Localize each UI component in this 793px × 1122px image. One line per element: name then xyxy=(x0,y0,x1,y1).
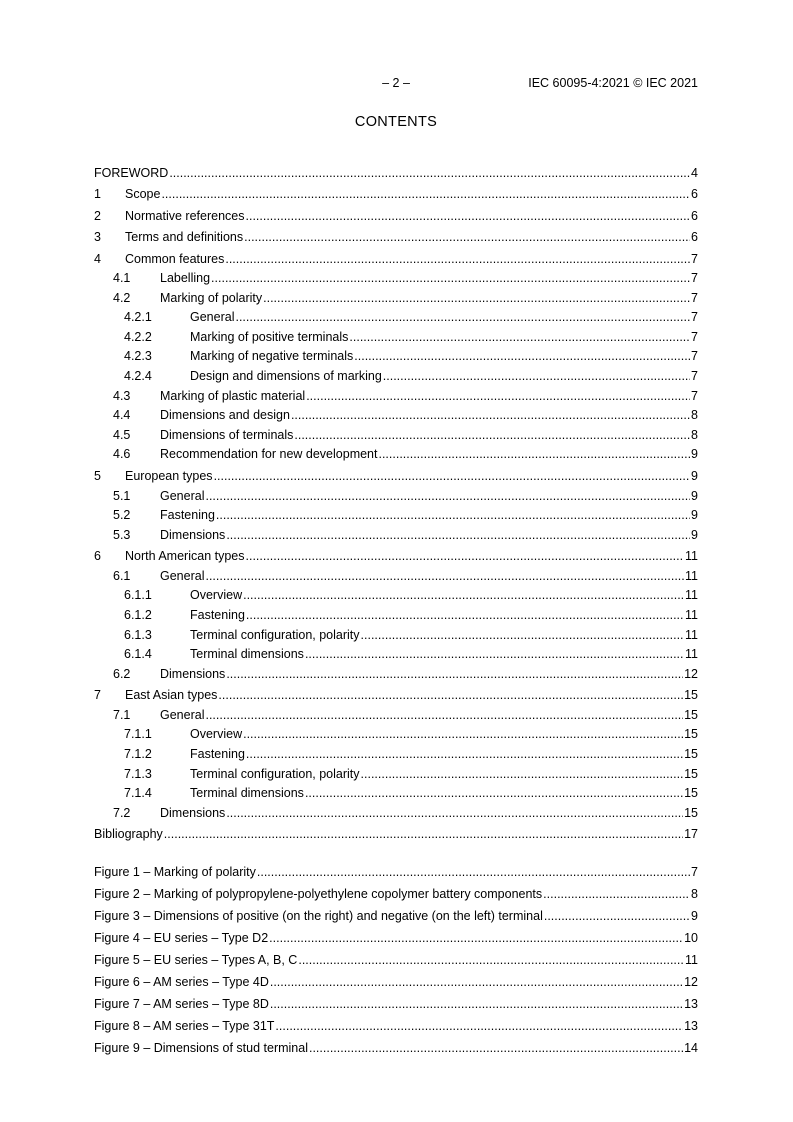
toc-entry-title: General xyxy=(160,707,205,722)
toc-entry-leader xyxy=(246,209,691,223)
toc-entry-page: 8 xyxy=(691,427,698,442)
figure-entry-leader xyxy=(544,909,690,923)
toc-entry[interactable] xyxy=(94,583,698,603)
toc-entry-leader xyxy=(246,549,685,563)
toc-entry[interactable] xyxy=(94,563,698,583)
toc-entry-leader xyxy=(226,806,683,820)
toc-entry-number: 3 xyxy=(94,230,101,244)
toc-entry-number: 7 xyxy=(94,688,101,703)
toc-entry-number: 7.1.2 xyxy=(124,747,152,762)
figure-entry-leader xyxy=(269,931,683,945)
toc-entry-number: 4.3 xyxy=(113,388,131,403)
toc-entry[interactable] xyxy=(94,741,698,761)
toc-entry[interactable] xyxy=(94,305,698,325)
toc-entry-number: 5.3 xyxy=(113,527,131,542)
toc-entry-leader xyxy=(305,786,683,800)
toc-entry-leader xyxy=(216,508,690,522)
toc-entry-leader xyxy=(305,647,684,661)
toc-entry-page: 15 xyxy=(684,786,698,801)
toc-entry-leader xyxy=(235,310,690,324)
figure-entry-title: Figure 3 – Dimensions of positive (on the right) and negative (on the left) terminal xyxy=(94,909,543,923)
toc-entry-leader xyxy=(169,166,690,180)
toc-entry-number: 4.2.3 xyxy=(124,349,152,364)
toc-entry-title: Scope xyxy=(125,187,161,201)
toc-entry-leader xyxy=(378,447,690,461)
toc-entry-page: 12 xyxy=(684,666,698,681)
toc-entry-title: Marking of polarity xyxy=(160,290,263,305)
toc-entry-number: 6.1.2 xyxy=(124,608,152,622)
toc-entry-number: 4 xyxy=(94,251,101,266)
toc-entry-leader xyxy=(205,708,683,722)
toc-entry-page: 15 xyxy=(684,707,698,722)
figure-entry-page: 8 xyxy=(691,887,698,901)
page-header xyxy=(94,76,698,92)
toc-entry-title: Dimensions xyxy=(160,805,226,820)
toc-entry-leader xyxy=(361,628,684,642)
toc-entry-title: Bibliography xyxy=(94,827,163,842)
toc-entry-page: 8 xyxy=(691,408,698,423)
toc-entry-page: 9 xyxy=(691,488,698,503)
page-title: CONTENTS xyxy=(354,114,438,130)
toc-entry-page: 15 xyxy=(684,727,698,742)
toc-entry[interactable] xyxy=(94,363,698,383)
toc-entry[interactable] xyxy=(94,158,698,180)
toc-entry-page: 15 xyxy=(684,747,698,762)
toc-entry[interactable] xyxy=(94,180,698,202)
toc-entry[interactable] xyxy=(94,285,698,305)
toc-entry-title: General xyxy=(190,310,235,325)
toc-entry-number: 4.5 xyxy=(113,427,131,442)
toc-entry-title: European types xyxy=(125,468,213,483)
toc-entry-leader xyxy=(218,688,683,702)
toc-entry-title: Common features xyxy=(125,251,225,266)
toc-entry-number: 4.2 xyxy=(113,290,131,305)
toc-entry-leader xyxy=(243,727,683,741)
toc-entry-page: 11 xyxy=(685,588,698,603)
figure-entry-title: Figure 6 – AM series – Type 4D xyxy=(94,975,269,989)
toc-entry-number: 5.1 xyxy=(113,488,131,503)
toc-entry-page: 4 xyxy=(691,165,698,180)
page-number: – 2 – xyxy=(382,76,410,90)
figure-entry-leader xyxy=(270,997,683,1011)
figure-entry-leader xyxy=(270,975,683,989)
list-of-figures xyxy=(94,857,698,1055)
toc-entry-leader xyxy=(211,271,690,285)
figure-entry[interactable] xyxy=(94,901,698,923)
toc-entry-page: 7 xyxy=(691,310,698,325)
figure-entry-page: 9 xyxy=(691,909,698,923)
toc-entry-leader xyxy=(306,389,690,403)
toc-entry-title: Dimensions xyxy=(160,666,226,681)
toc-entry-number: 4.6 xyxy=(113,447,131,462)
table-of-contents xyxy=(94,158,698,841)
figure-entry-page: 12 xyxy=(684,975,698,989)
toc-entry-leader xyxy=(214,469,690,483)
toc-entry-page: 15 xyxy=(684,688,698,703)
toc-entry[interactable] xyxy=(94,622,698,642)
toc-entry-title: Terms and definitions xyxy=(125,230,244,244)
toc-entry-page: 6 xyxy=(691,208,698,223)
toc-entry-leader xyxy=(354,349,690,363)
toc-entry-page: 6 xyxy=(691,187,698,201)
toc-entry-number: 6.1.3 xyxy=(124,627,152,642)
toc-entry-page: 11 xyxy=(685,608,698,622)
toc-entry-leader xyxy=(243,588,684,602)
toc-entry-number: 5 xyxy=(94,468,101,483)
toc-entry-leader xyxy=(205,569,684,583)
toc-entry[interactable] xyxy=(94,344,698,364)
toc-entry[interactable] xyxy=(94,522,698,542)
toc-entry[interactable] xyxy=(94,781,698,801)
toc-entry-leader xyxy=(244,230,690,244)
figure-entry[interactable] xyxy=(94,967,698,989)
toc-entry-page: 7 xyxy=(691,251,698,266)
toc-entry-title: Marking of plastic material xyxy=(160,388,306,403)
toc-entry-number: 4.1 xyxy=(113,271,131,286)
toc-entry-number: 2 xyxy=(94,208,101,223)
toc-entry-number: 6.1 xyxy=(113,568,131,583)
toc-entry[interactable] xyxy=(94,483,698,503)
figure-entry-leader xyxy=(309,1041,683,1055)
toc-entry[interactable] xyxy=(94,681,698,703)
toc-entry-title: General xyxy=(160,568,205,583)
toc-entry-number: 6.2 xyxy=(113,666,131,681)
figure-entry-title: Figure 1 – Marking of polarity xyxy=(94,865,256,879)
toc-entry[interactable] xyxy=(94,324,698,344)
toc-entry-title: Terminal configuration, polarity xyxy=(190,627,360,642)
toc-entry-leader xyxy=(246,747,683,761)
toc-entry[interactable] xyxy=(94,461,698,483)
toc-entry-title: Dimensions of terminals xyxy=(160,427,294,442)
figure-entry-title: Figure 4 – EU series – Type D2 xyxy=(94,931,269,945)
toc-entry-page: 7 xyxy=(691,290,698,305)
document-id: IEC 60095-4:2021 © IEC 2021 xyxy=(528,76,698,90)
toc-entry-leader xyxy=(361,767,684,781)
toc-entry-leader xyxy=(226,667,683,681)
figure-entry-title: Figure 2 – Marking of polypropylene-polyethylene copolymer battery components xyxy=(94,887,543,901)
toc-entry-title: Fastening xyxy=(190,608,245,622)
toc-entry-title: Fastening xyxy=(160,508,215,523)
figure-entry-title: Figure 5 – EU series – Types A, B, C xyxy=(94,953,298,967)
toc-entry[interactable] xyxy=(94,661,698,681)
toc-entry-leader xyxy=(161,187,690,201)
toc-entry[interactable] xyxy=(94,602,698,622)
figure-entry[interactable] xyxy=(94,857,698,879)
toc-entry[interactable] xyxy=(94,503,698,523)
toc-entry-number: 7.1.1 xyxy=(124,727,152,742)
toc-entry-title: Fastening xyxy=(190,747,245,762)
figure-entry[interactable] xyxy=(94,923,698,945)
figure-entry-leader xyxy=(298,953,684,967)
toc-entry-number: 7.2 xyxy=(113,805,131,820)
toc-entry-title: Dimensions and design xyxy=(160,408,290,423)
toc-entry-page: 7 xyxy=(691,329,698,344)
toc-entry-title: Marking of positive terminals xyxy=(190,329,349,344)
figure-entry-title: Figure 8 – AM series – Type 31T xyxy=(94,1019,275,1033)
toc-entry-leader xyxy=(226,528,690,542)
toc-entry-page: 9 xyxy=(691,527,698,542)
toc-entry[interactable] xyxy=(94,702,698,722)
toc-entry-page: 11 xyxy=(685,647,698,662)
toc-entry-title: East Asian types xyxy=(125,688,218,703)
toc-entry[interactable] xyxy=(94,761,698,781)
toc-entry-page: 11 xyxy=(685,549,698,564)
toc-entry-leader xyxy=(164,827,683,841)
toc-entry[interactable] xyxy=(94,642,698,662)
toc-entry-number: 7.1.3 xyxy=(124,766,152,781)
toc-entry-title: Dimensions xyxy=(160,527,226,542)
toc-entry-page: 17 xyxy=(684,827,698,842)
toc-entry-page: 7 xyxy=(691,369,698,384)
toc-entry-title: General xyxy=(160,488,205,503)
figure-entry[interactable] xyxy=(94,989,698,1011)
toc-entry-leader xyxy=(294,428,690,442)
figure-entry[interactable] xyxy=(94,1033,698,1055)
figure-entry-page: 11 xyxy=(685,953,698,967)
toc-entry-title: Terminal dimensions xyxy=(190,647,304,662)
toc-entry-title: North American types xyxy=(125,549,245,564)
toc-entry-leader xyxy=(225,252,690,266)
toc-entry-page: 11 xyxy=(685,627,698,642)
toc-entry-leader xyxy=(383,369,690,383)
figure-entry[interactable] xyxy=(94,879,698,901)
figure-entry-leader xyxy=(543,887,690,901)
toc-entry-title: Recommendation for new development xyxy=(160,447,378,462)
toc-entry-page: 7 xyxy=(691,388,698,403)
toc-entry-title: FOREWORD xyxy=(94,165,169,180)
figure-entry[interactable] xyxy=(94,945,698,967)
toc-entry[interactable] xyxy=(94,383,698,403)
toc-entry-number: 4.2.2 xyxy=(124,329,152,344)
toc-entry[interactable] xyxy=(94,820,698,842)
figure-entry-page: 7 xyxy=(691,865,698,879)
figure-entry-leader xyxy=(257,865,690,879)
toc-entry[interactable] xyxy=(94,266,698,286)
toc-entry-title: Design and dimensions of marking xyxy=(190,369,382,384)
figure-entry-page: 14 xyxy=(684,1041,698,1055)
toc-entry-number: 6.1.1 xyxy=(124,588,152,603)
toc-entry-title: Terminal dimensions xyxy=(190,786,304,801)
figure-entry-title: Figure 9 – Dimensions of stud terminal xyxy=(94,1041,308,1055)
toc-entry[interactable] xyxy=(94,201,698,223)
toc-entry-leader xyxy=(291,408,690,422)
toc-entry-number: 7.1 xyxy=(113,707,131,722)
toc-entry-page: 9 xyxy=(691,508,698,523)
toc-entry-title: Terminal configuration, polarity xyxy=(190,766,360,781)
toc-entry[interactable] xyxy=(94,722,698,742)
toc-entry-number: 6.1.4 xyxy=(124,647,152,662)
toc-entry-page: 15 xyxy=(684,805,698,820)
toc-entry[interactable] xyxy=(94,223,698,245)
toc-entry[interactable] xyxy=(94,403,698,423)
toc-entry-title: Overview xyxy=(190,727,243,742)
toc-entry-page: 15 xyxy=(684,766,698,781)
toc-entry-page: 7 xyxy=(691,271,698,286)
toc-entry-leader xyxy=(349,330,690,344)
figure-entry-title: Figure 7 – AM series – Type 8D xyxy=(94,997,269,1011)
toc-entry-number: 4.4 xyxy=(113,408,131,423)
toc-entry-page: 9 xyxy=(691,447,698,462)
toc-entry-page: 6 xyxy=(691,230,698,244)
toc-entry[interactable] xyxy=(94,244,698,266)
toc-entry-page: 11 xyxy=(685,568,698,583)
figure-entry[interactable] xyxy=(94,1011,698,1033)
toc-entry-leader xyxy=(205,489,690,503)
toc-entry-leader xyxy=(263,291,690,305)
toc-entry[interactable] xyxy=(94,422,698,442)
toc-entry-title: Normative references xyxy=(125,208,245,223)
toc-entry-title: Overview xyxy=(190,588,243,603)
toc-entry-number: 5.2 xyxy=(113,508,131,523)
toc-entry-number: 7.1.4 xyxy=(124,786,152,801)
toc-entry-number: 4.2.1 xyxy=(124,310,152,325)
figure-entry-page: 13 xyxy=(684,997,698,1011)
toc-entry[interactable] xyxy=(94,800,698,820)
toc-entry-number: 4.2.4 xyxy=(124,369,152,384)
toc-entry-title: Marking of negative terminals xyxy=(190,349,354,364)
toc-entry-leader xyxy=(246,608,684,622)
toc-entry-page: 9 xyxy=(691,468,698,483)
figure-entry-page: 10 xyxy=(684,931,698,945)
figure-entry-leader xyxy=(275,1019,683,1033)
toc-entry[interactable] xyxy=(94,542,698,564)
figure-entry-page: 13 xyxy=(684,1019,698,1033)
toc-entry[interactable] xyxy=(94,442,698,462)
toc-entry-title: Labelling xyxy=(160,271,211,286)
toc-entry-page: 7 xyxy=(691,349,698,364)
toc-entry-number: 6 xyxy=(94,549,101,564)
toc-entry-number: 1 xyxy=(94,187,101,201)
